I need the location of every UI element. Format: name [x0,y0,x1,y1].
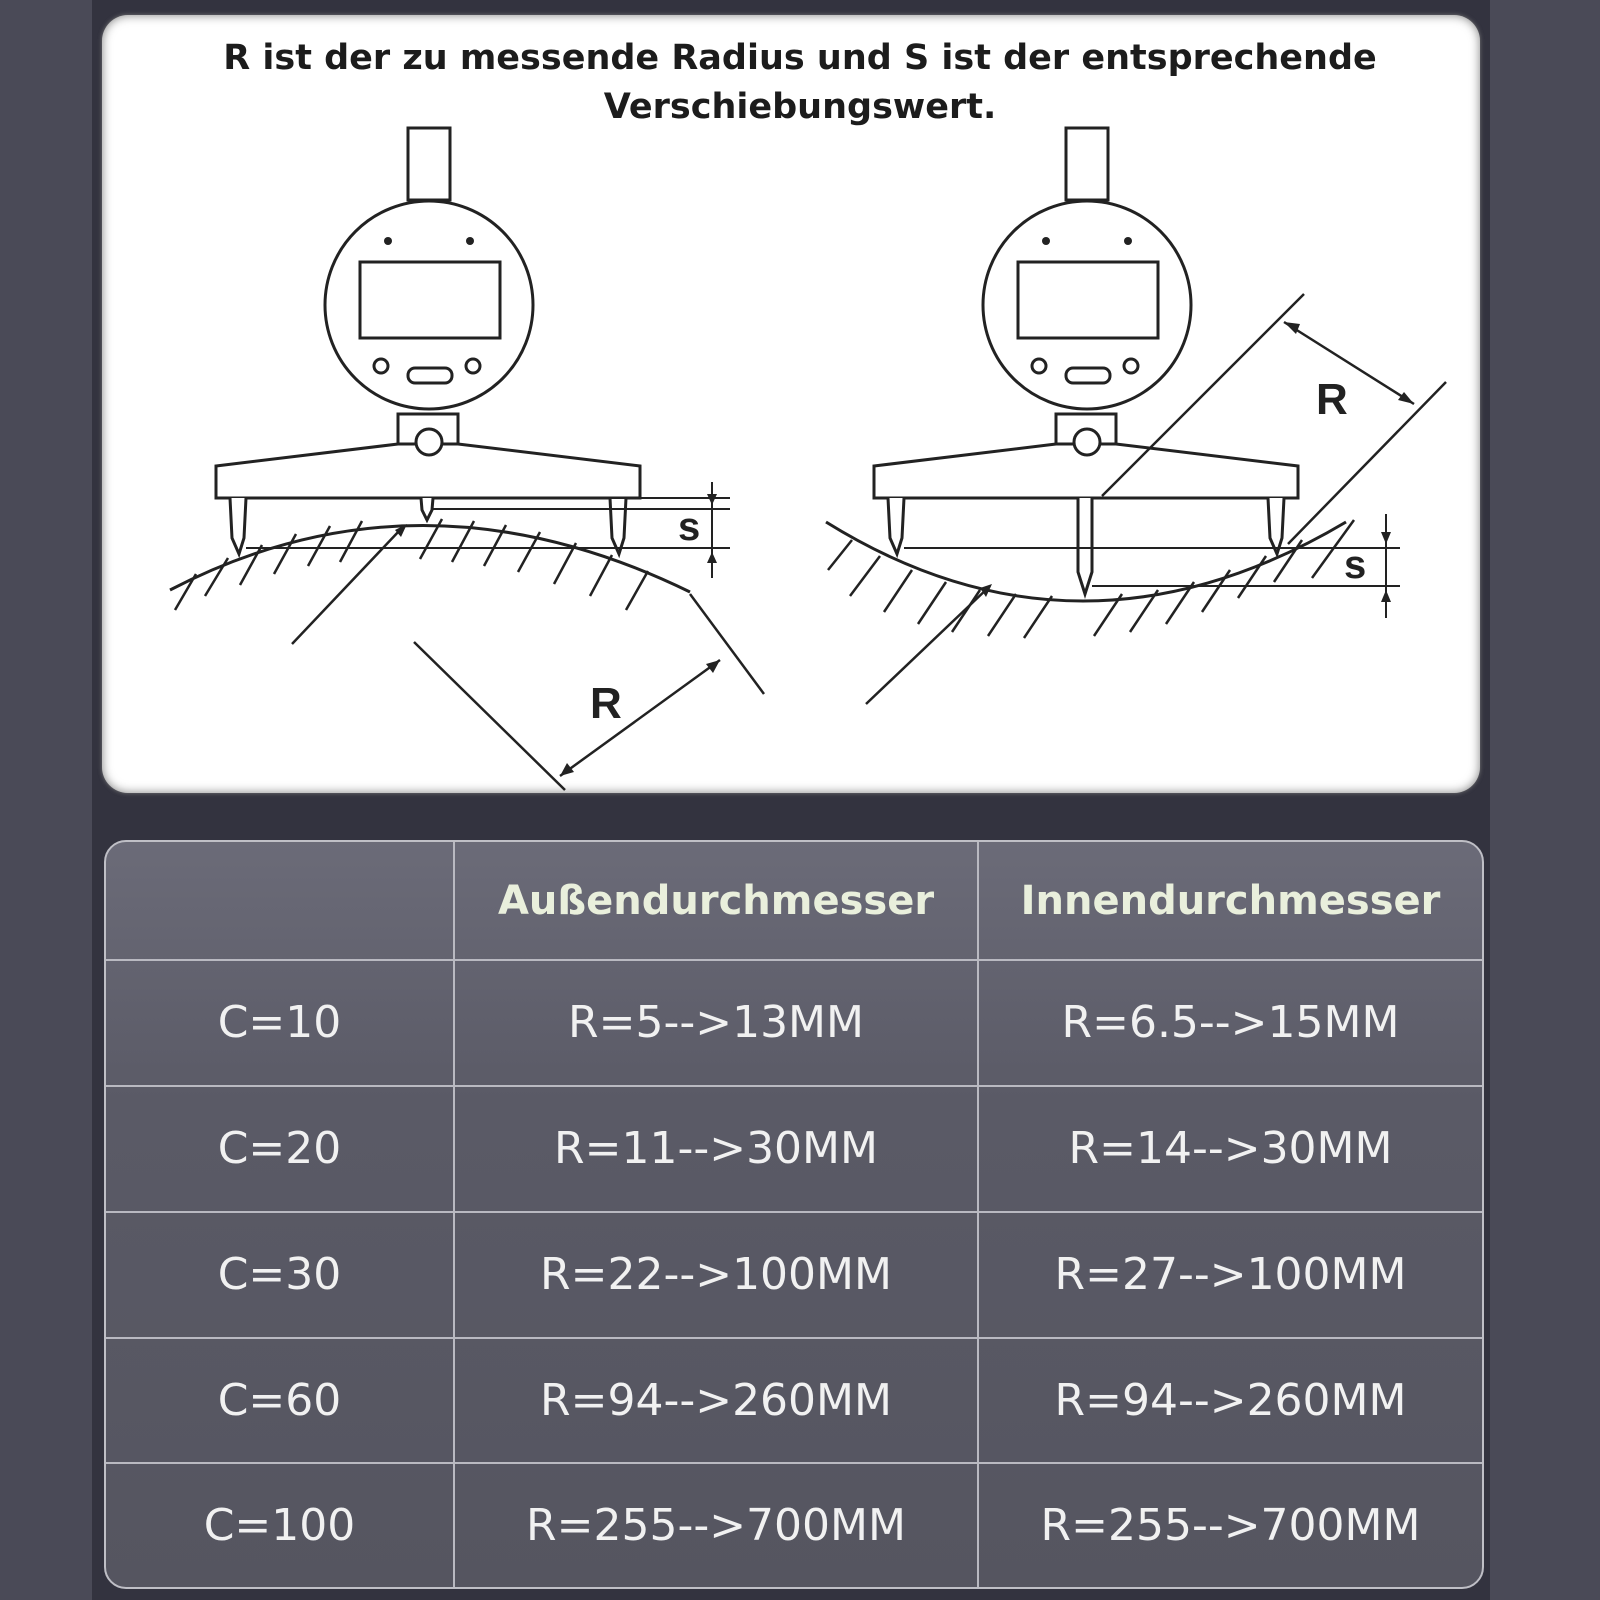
right-r-extension [1288,382,1446,544]
table-row [106,1463,1482,1587]
header-outer-diameter: Außendurchmesser [454,842,978,960]
caption-line-2: Verschiebungswert. [603,87,997,127]
right-probe [1078,498,1092,594]
caption-line-1: R ist der zu messende Radius und S ist der entsprechende [223,38,1377,78]
right-button-oval [1066,368,1110,383]
left-s-label: s [678,505,701,549]
header-inner-diameter: Innendurchmesser [978,842,1482,960]
right-button-icon [1032,359,1046,373]
c-value: C=30 [106,1212,454,1338]
left-s-arrowhead-icon [707,552,717,563]
left-neck-knob [416,429,442,455]
range-table [106,842,1482,1587]
right-r-dimension-line [1284,322,1414,404]
outer-range: R=22-->100MM [454,1212,978,1338]
left-foot [610,498,626,554]
right-s-arrowhead-icon [1381,532,1391,544]
left-r-extension [414,642,565,790]
left-foot [230,498,246,554]
left-r-label: R [590,679,622,728]
right-gauge [826,128,1446,704]
table-row [106,1338,1482,1464]
inner-range: R=255-->700MM [978,1463,1482,1587]
inner-range: R=6.5-->15MM [978,960,1482,1086]
right-screw-icon [1042,237,1050,245]
table-row [106,1086,1482,1212]
right-neck-knob [1074,429,1100,455]
inner-range: R=27-->100MM [978,1212,1482,1338]
left-gauge-stem [408,128,450,200]
right-s-arrowhead-icon [1381,590,1391,602]
outer-range: R=94-->260MM [454,1338,978,1464]
left-s-arrowhead-icon [707,494,717,505]
right-radius-guide [866,586,990,704]
right-s-label: s [1344,543,1367,587]
header-cell-empty [106,842,454,960]
inner-range: R=14-->30MM [978,1086,1482,1212]
inner-range: R=94-->260MM [978,1338,1482,1464]
outer-range: R=5-->13MM [454,960,978,1086]
right-screw-icon [1124,237,1132,245]
c-value: C=100 [106,1463,454,1587]
right-foot [888,498,904,554]
left-r-arrowhead-icon [706,660,720,673]
left-r-dimension-line [560,660,720,776]
c-value: C=20 [106,1086,454,1212]
table-header-row [106,842,1482,960]
left-button-icon [374,359,388,373]
left-r-extension [690,594,764,694]
left-screw-icon [466,237,474,245]
left-r-arrowhead-icon [560,763,574,776]
right-display [1018,262,1158,338]
outer-range: R=11-->30MM [454,1086,978,1212]
right-r-arrowhead-icon [1398,392,1414,404]
table-row [106,1212,1482,1338]
range-table-panel [104,840,1484,1589]
left-button-oval [408,368,452,383]
left-button-icon [466,359,480,373]
left-probe [421,498,433,520]
right-foot [1268,498,1284,554]
right-button-icon [1124,359,1138,373]
left-hatching [175,519,648,610]
right-r-label: R [1316,375,1348,424]
right-r-arrowhead-icon [1284,322,1300,334]
left-screw-icon [384,237,392,245]
c-value: C=60 [106,1338,454,1464]
c-value: C=10 [106,960,454,1086]
table-row [106,960,1482,1086]
right-gauge-stem [1066,128,1108,200]
left-gauge [170,128,764,790]
outer-range: R=255-->700MM [454,1463,978,1587]
left-display [360,262,500,338]
